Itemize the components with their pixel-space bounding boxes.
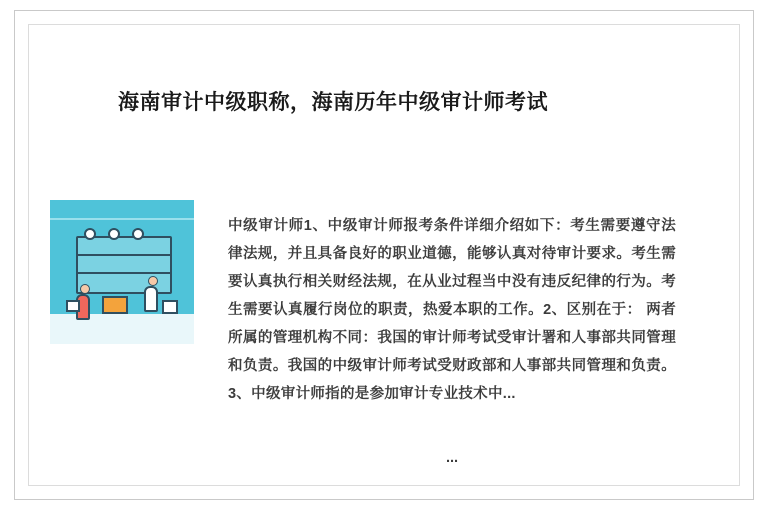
article-body: 中级审计师1、中级审计师报考条件详细介绍如下：考生需要遵守法律法规，并且具备良好的职业道德，能够认真对待审计要求。考生需要认真执行相关财经法规，在从业过程当中没有违反纪律的行为。考生需要认真履行岗位的职责，热爱本职的工作。2、区别在于： 两者所属的管理机构不同：我国的审计师考试受审计署和人事部共同管理和负责。我国的中级审计师考试受财政部和人事部共同管理和负责。3、中级审计师指的是参加审计专业技术中... bbox=[228, 218, 676, 402]
illustration-lamp bbox=[108, 228, 120, 240]
illustration-lamp bbox=[132, 228, 144, 240]
illustration-person-body bbox=[144, 286, 158, 312]
illustration-lamp bbox=[84, 228, 96, 240]
illustration-person-head bbox=[80, 284, 90, 294]
illustration-document-stack bbox=[162, 300, 178, 314]
illustration-document-stack bbox=[66, 300, 80, 312]
illustration-shelf-line bbox=[78, 254, 170, 256]
audit-office-illustration bbox=[50, 200, 194, 344]
article-body-ellipsis: ... bbox=[445, 450, 459, 466]
illustration-person-head bbox=[148, 276, 158, 286]
page-title: 海南审计中级职称，海南历年中级审计师考试 bbox=[118, 91, 548, 115]
illustration-shelf-rack bbox=[76, 236, 172, 294]
illustration-briefcase bbox=[102, 296, 128, 314]
illustration-wall-line bbox=[50, 218, 194, 220]
illustration-shelf-line bbox=[78, 272, 170, 274]
illustration-floor bbox=[50, 314, 194, 344]
